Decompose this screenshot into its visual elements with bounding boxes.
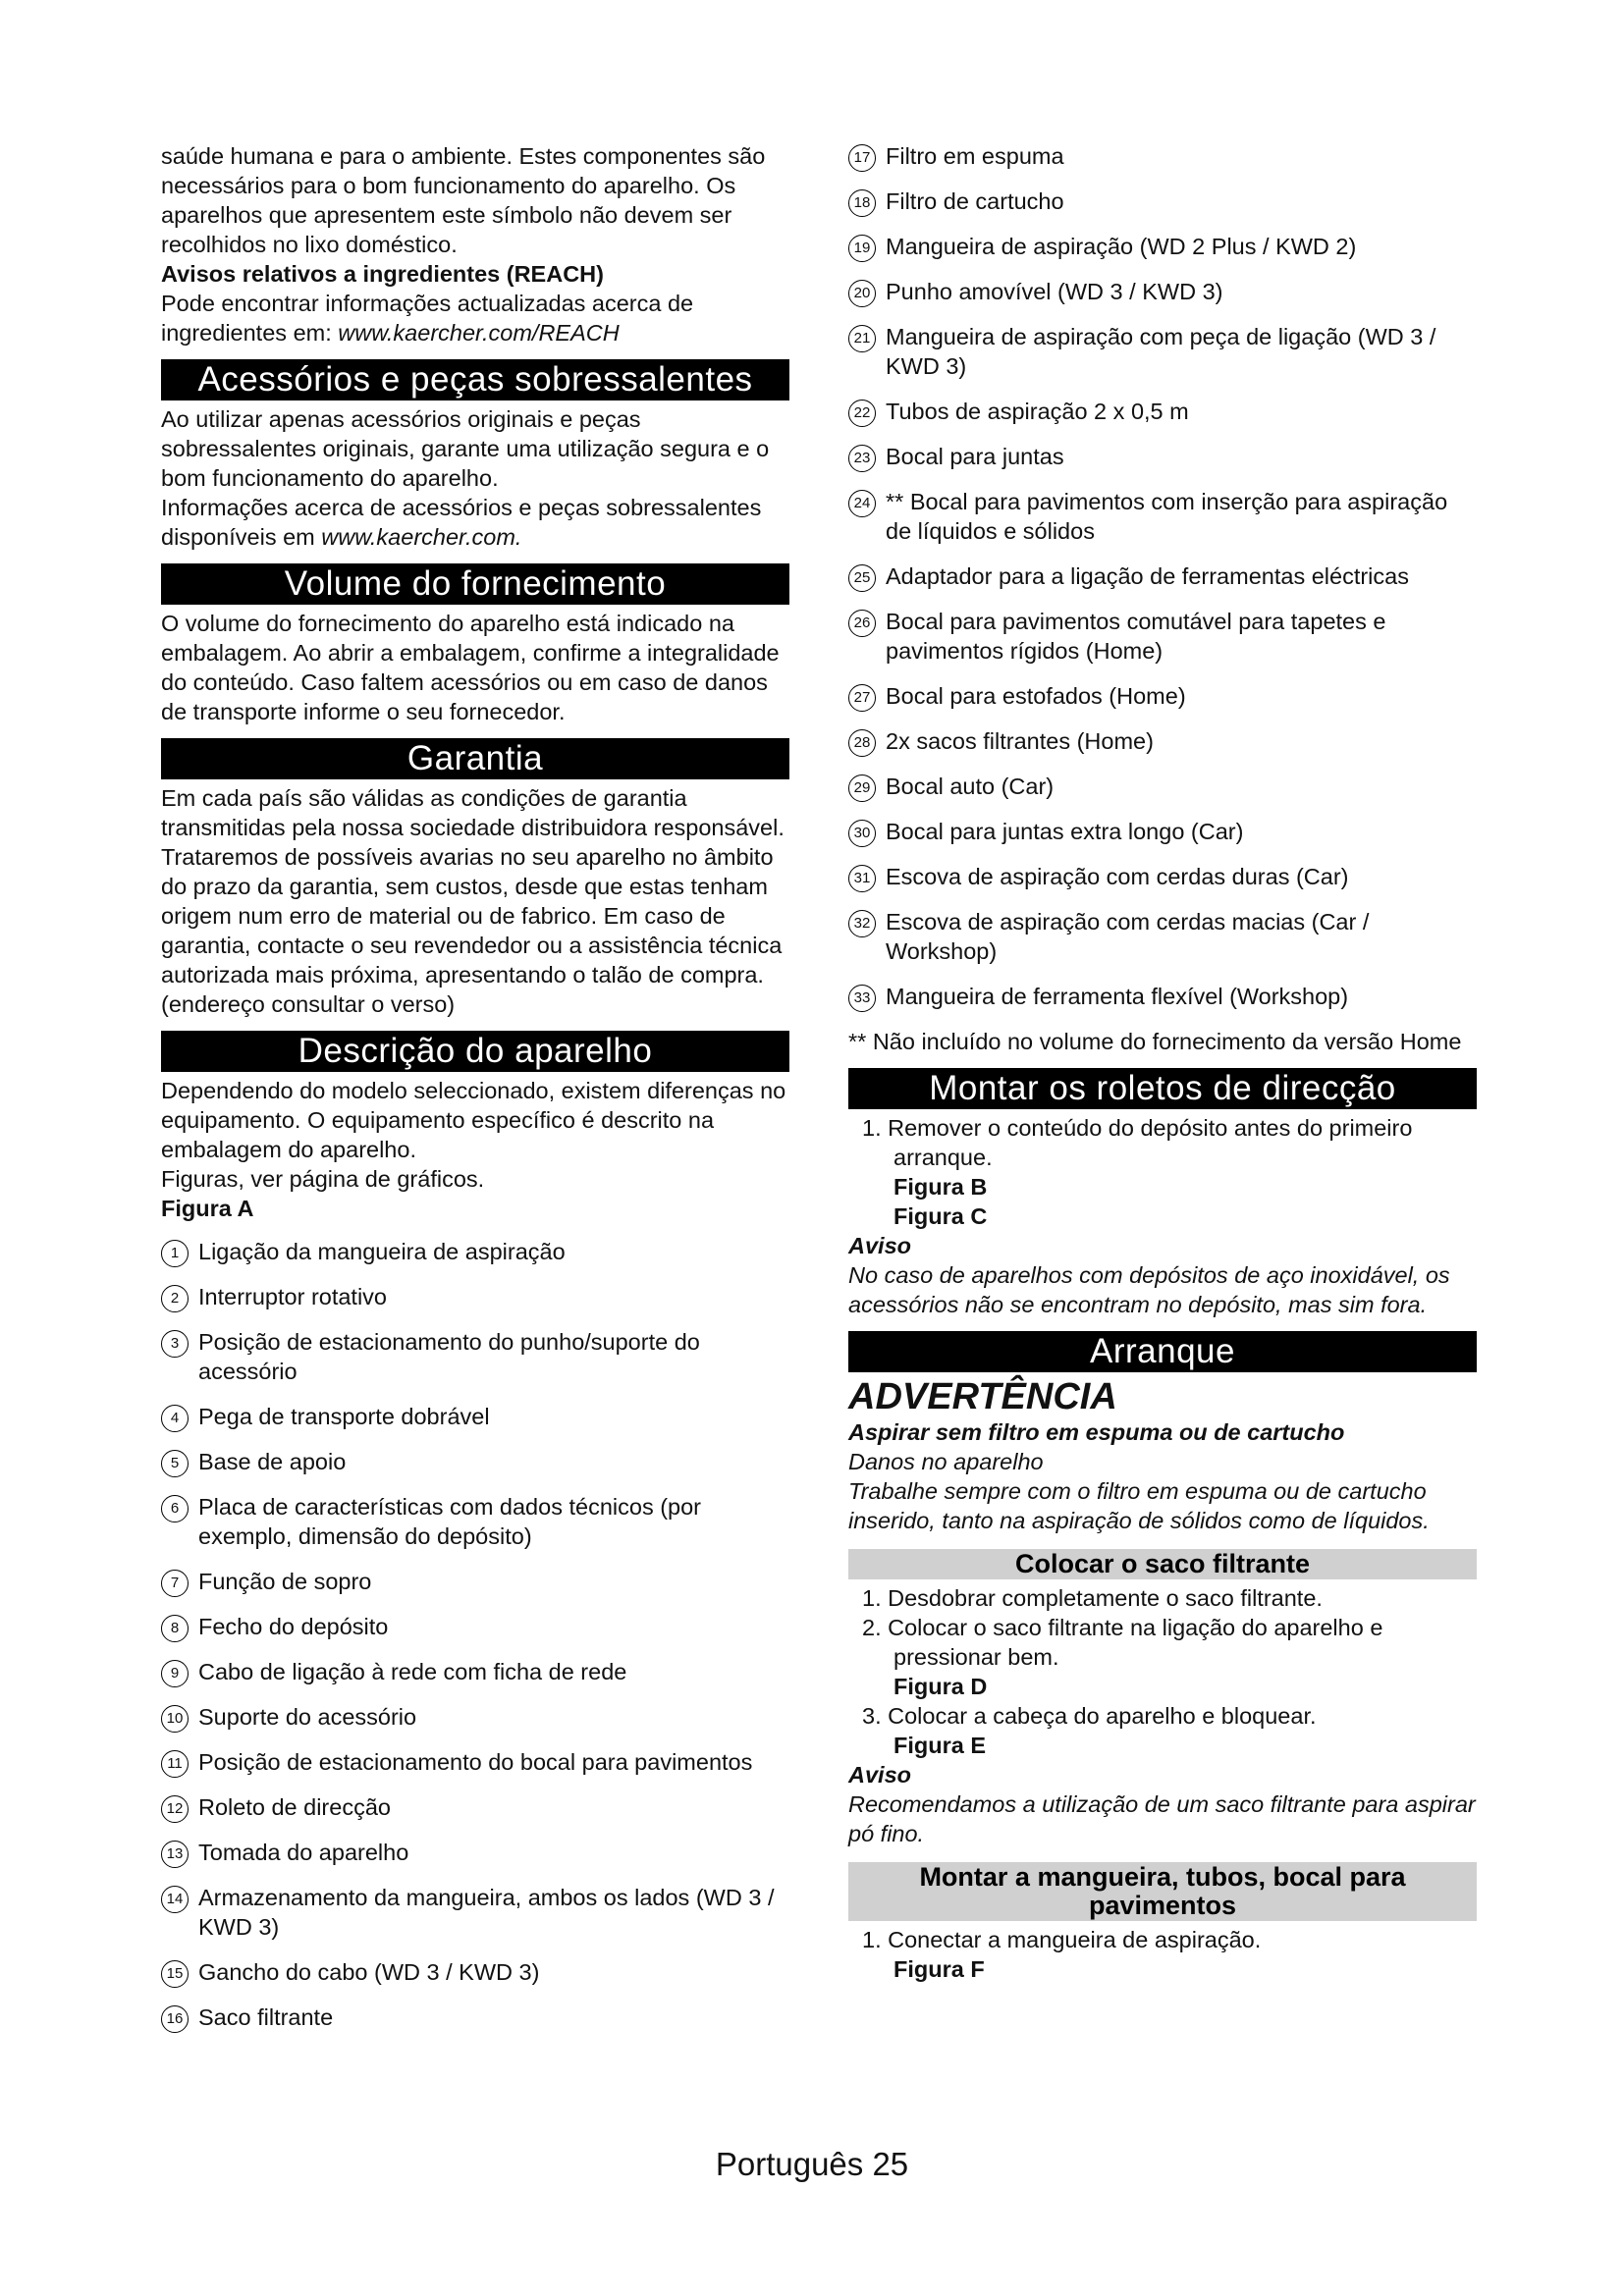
- item-number-badge: 5: [161, 1450, 189, 1477]
- intro-text: saúde humana e para o ambiente. Estes componentes são necessários para o bom funcionamento do aparelho. Os aparelhos que apresentem este símbolo não devem ser recolhidos no lixo doméstico.: [161, 143, 766, 257]
- list-item: [161, 1612, 789, 1641]
- item-text: Mangueira de ferramenta flexível (Workshop): [886, 984, 1349, 1009]
- section-scope-heading: Volume do fornecimento: [161, 563, 789, 605]
- bag-step-3: 3. Colocar a cabeça do aparelho e bloquear.: [862, 1703, 1317, 1729]
- list-item: [848, 141, 1477, 171]
- item-text: Tubos de aspiração 2 x 0,5 m: [886, 399, 1189, 424]
- list-item: [848, 487, 1477, 546]
- list-item: [848, 862, 1477, 891]
- item-text: Bocal para estofados (Home): [886, 683, 1186, 709]
- list-item: [848, 442, 1477, 471]
- accessories-text: Ao utilizar apenas acessórios originais e peças sobressalentes originais, garante uma utilização segura e o bom funcionamento do aparelho.: [161, 406, 770, 491]
- item-text: Punho amovível (WD 3 / KWD 3): [886, 279, 1223, 304]
- item-text: Função de sopro: [198, 1569, 372, 1594]
- description-text: Dependendo do modelo seleccionado, existem diferenças no equipamento. O equipamento específico é descrito na embalagem do aparelho.: [161, 1078, 786, 1162]
- item-number-badge: 4: [161, 1405, 189, 1432]
- item-number-badge: 19: [848, 235, 876, 262]
- warning-damage: Danos no aparelho: [848, 1449, 1044, 1474]
- item-text: Adaptador para a ligação de ferramentas eléctricas: [886, 563, 1409, 589]
- list-item: [161, 1883, 789, 1942]
- list-item: [848, 397, 1477, 426]
- item-text: Posição de estacionamento do punho/suporte do acessório: [198, 1329, 700, 1384]
- item-text: Pega de transporte dobrável: [198, 1404, 490, 1429]
- section-warranty-heading: Garantia: [161, 738, 789, 779]
- item-text: Cabo de ligação à rede com ficha de rede: [198, 1659, 627, 1684]
- item-text: Posição de estacionamento do bocal para pavimentos: [198, 1749, 753, 1775]
- list-item: [161, 1402, 789, 1431]
- item-text: Escova de aspiração com cerdas duras (Car): [886, 864, 1349, 889]
- item-number-badge: 12: [161, 1795, 189, 1823]
- figure-c-label: Figura C: [893, 1203, 988, 1229]
- list-item: [848, 982, 1477, 1011]
- list-item: [161, 1237, 789, 1266]
- list-item: [161, 1567, 789, 1596]
- reach-title: Avisos relativos a ingredientes (REACH): [161, 261, 604, 287]
- item-number-badge: 8: [161, 1615, 189, 1642]
- item-text: Bocal para juntas extra longo (Car): [886, 819, 1244, 844]
- item-text: Bocal para juntas: [886, 444, 1064, 469]
- warning-subtitle: Aspirar sem filtro em espuma ou de cartucho: [848, 1419, 1345, 1445]
- item-number-badge: 26: [848, 610, 876, 637]
- warranty-text: Em cada país são válidas as condições de garantia transmitidas pela nossa sociedade distribuidora responsável. Trataremos de possíveis avarias no seu aparelho no âmbito do prazo da garantia, sem custos, desde que estas tenham origem num erro de material ou de fabrico. Em caso de garantia, contacte o seu revendedor ou a assistência técnica autorizada mais próxima, apresentando o talão de compra.: [161, 785, 785, 988]
- item-number-badge: 21: [848, 325, 876, 352]
- item-number-badge: 13: [161, 1841, 189, 1868]
- section-description-heading: Descrição do aparelho: [161, 1031, 789, 1072]
- section-castors-heading: Montar os roletos de direcção: [848, 1068, 1477, 1109]
- item-text: Bocal para pavimentos comutável para tapetes e pavimentos rígidos (Home): [886, 609, 1386, 664]
- item-text: Saco filtrante: [198, 2004, 334, 2030]
- item-number-badge: 23: [848, 445, 876, 472]
- item-text: Base de apoio: [198, 1449, 347, 1474]
- figure-b-label: Figura B: [893, 1174, 988, 1200]
- castors-step-1: 1. Remover o conteúdo do depósito antes do primeiro arranque.: [862, 1115, 1413, 1170]
- item-text: Roleto de direcção: [198, 1794, 391, 1820]
- warranty-address: (endereço consultar o verso): [161, 991, 456, 1017]
- warning-heading: ADVERTÊNCIA: [848, 1376, 1117, 1417]
- accessories-info: Informações acerca de acessórios e peças sobressalentes disponíveis em www.kaercher.com.: [161, 495, 762, 550]
- item-number-badge: 28: [848, 729, 876, 757]
- item-number-badge: 6: [161, 1495, 189, 1522]
- list-item: [161, 1747, 789, 1777]
- item-number-badge: 9: [161, 1660, 189, 1687]
- list-item: [848, 607, 1477, 666]
- item-number-badge: 32: [848, 910, 876, 937]
- item-text: Suporte do acessório: [198, 1704, 417, 1730]
- list-item: [161, 1838, 789, 1867]
- accessories-link[interactable]: www.kaercher.com.: [321, 524, 522, 550]
- item-text: Bocal auto (Car): [886, 774, 1055, 799]
- item-number-badge: 16: [161, 2005, 189, 2033]
- list-item: [848, 322, 1477, 381]
- item-text: 2x sacos filtrantes (Home): [886, 728, 1154, 754]
- list-item: [848, 907, 1477, 966]
- item-number-badge: 31: [848, 865, 876, 892]
- component-list-right: [848, 141, 1477, 1011]
- item-text: Filtro de cartucho: [886, 188, 1064, 214]
- item-text: Escova de aspiração com cerdas macias (Car / Workshop): [886, 909, 1370, 964]
- list-item: [848, 726, 1477, 756]
- figure-a-label: Figura A: [161, 1196, 254, 1221]
- reach-link[interactable]: www.kaercher.com/REACH: [338, 320, 620, 346]
- item-number-badge: 20: [848, 280, 876, 307]
- item-number-badge: 29: [848, 774, 876, 802]
- subsection-bag-heading: Colocar o saco filtrante: [848, 1549, 1477, 1579]
- item-number-badge: 17: [848, 144, 876, 172]
- figure-d-label: Figura D: [893, 1674, 988, 1699]
- item-number-badge: 30: [848, 820, 876, 847]
- item-text: Armazenamento da mangueira, ambos os lados (WD 3 / KWD 3): [198, 1885, 775, 1940]
- list-item: [848, 277, 1477, 306]
- item-text: ** Bocal para pavimentos com inserção para aspiração de líquidos e sólidos: [886, 489, 1448, 544]
- item-text: Placa de características com dados técnicos (por exemplo, dimensão do depósito): [198, 1494, 702, 1549]
- list-item: [848, 561, 1477, 591]
- item-number-badge: 7: [161, 1570, 189, 1597]
- bag-step-1: 1. Desdobrar completamente o saco filtrante.: [862, 1585, 1323, 1611]
- component-list-left: [161, 1237, 789, 2032]
- item-text: Tomada do aparelho: [198, 1840, 409, 1865]
- section-accessories-heading: Acessórios e peças sobressalentes: [161, 359, 789, 400]
- figures-note: Figuras, ver página de gráficos.: [161, 1166, 485, 1192]
- item-number-badge: 22: [848, 400, 876, 427]
- item-number-badge: 14: [161, 1886, 189, 1913]
- castors-note-label: Aviso: [848, 1233, 911, 1258]
- bag-note-label: Aviso: [848, 1762, 911, 1788]
- hose-step-1: 1. Conectar a mangueira de aspiração.: [862, 1927, 1262, 1952]
- list-item: [848, 772, 1477, 801]
- figure-f-label: Figura F: [893, 1956, 985, 1982]
- subsection-hose-heading: Montar a mangueira, tubos, bocal para pavimentos: [848, 1862, 1477, 1921]
- item-text: Mangueira de aspiração com peça de ligação (WD 3 / KWD 3): [886, 324, 1436, 379]
- item-number-badge: 24: [848, 490, 876, 517]
- item-text: Interruptor rotativo: [198, 1284, 388, 1309]
- footnote: ** Não incluído no volume do fornecimento da versão Home: [848, 1029, 1462, 1054]
- list-item: [161, 2002, 789, 2032]
- item-number-badge: 25: [848, 564, 876, 592]
- item-number-badge: 11: [161, 1750, 189, 1778]
- right-column: [848, 141, 1477, 1984]
- reach-text: Pode encontrar informações actualizadas acerca de ingredientes em: www.kaercher.com/REACH: [161, 291, 694, 346]
- item-text: Mangueira de aspiração (WD 2 Plus / KWD 2): [886, 234, 1357, 259]
- list-item: [161, 1282, 789, 1311]
- section-startup-heading: Arranque: [848, 1331, 1477, 1372]
- item-number-badge: 3: [161, 1330, 189, 1358]
- figure-e-label: Figura E: [893, 1733, 987, 1758]
- list-item: [161, 1327, 789, 1386]
- list-item: [161, 1792, 789, 1822]
- item-number-badge: 15: [161, 1960, 189, 1988]
- list-item: [161, 1447, 789, 1476]
- item-text: Ligação da mangueira de aspiração: [198, 1239, 566, 1264]
- list-item: [161, 1957, 789, 1987]
- item-number-badge: 33: [848, 985, 876, 1012]
- page-footer: Português 25: [715, 2146, 909, 2182]
- item-text: Filtro em espuma: [886, 143, 1064, 169]
- item-number-badge: 1: [161, 1240, 189, 1267]
- list-item: [848, 817, 1477, 846]
- item-text: Gancho do cabo (WD 3 / KWD 3): [198, 1959, 540, 1985]
- list-item: [848, 187, 1477, 216]
- item-number-badge: 27: [848, 684, 876, 712]
- castors-note: No caso de aparelhos com depósitos de aço inoxidável, os acessórios não se encontram no depósito, mas sim fora.: [848, 1262, 1450, 1317]
- list-item: [161, 1657, 789, 1686]
- item-number-badge: 18: [848, 189, 876, 217]
- list-item: [848, 232, 1477, 261]
- list-item: [848, 681, 1477, 711]
- list-item: [161, 1492, 789, 1551]
- list-item: [161, 1702, 789, 1732]
- item-text: Fecho do depósito: [198, 1614, 389, 1639]
- scope-text: O volume do fornecimento do aparelho está indicado na embalagem. Ao abrir a embalagem, confirme a integralidade do conteúdo. Caso faltem acessórios ou em caso de danos de transporte informe o seu fornecedor.: [161, 611, 780, 724]
- bag-note: Recomendamos a utilização de um saco filtrante para aspirar pó fino.: [848, 1791, 1476, 1846]
- left-column: [161, 141, 789, 2048]
- warning-text: Trabalhe sempre com o filtro em espuma ou de cartucho inserido, tanto na aspiração de sólidos como de líquidos.: [848, 1478, 1430, 1533]
- item-number-badge: 2: [161, 1285, 189, 1312]
- item-number-badge: 10: [161, 1705, 189, 1733]
- bag-step-2: 2. Colocar o saco filtrante na ligação do aparelho e pressionar bem.: [862, 1615, 1383, 1670]
